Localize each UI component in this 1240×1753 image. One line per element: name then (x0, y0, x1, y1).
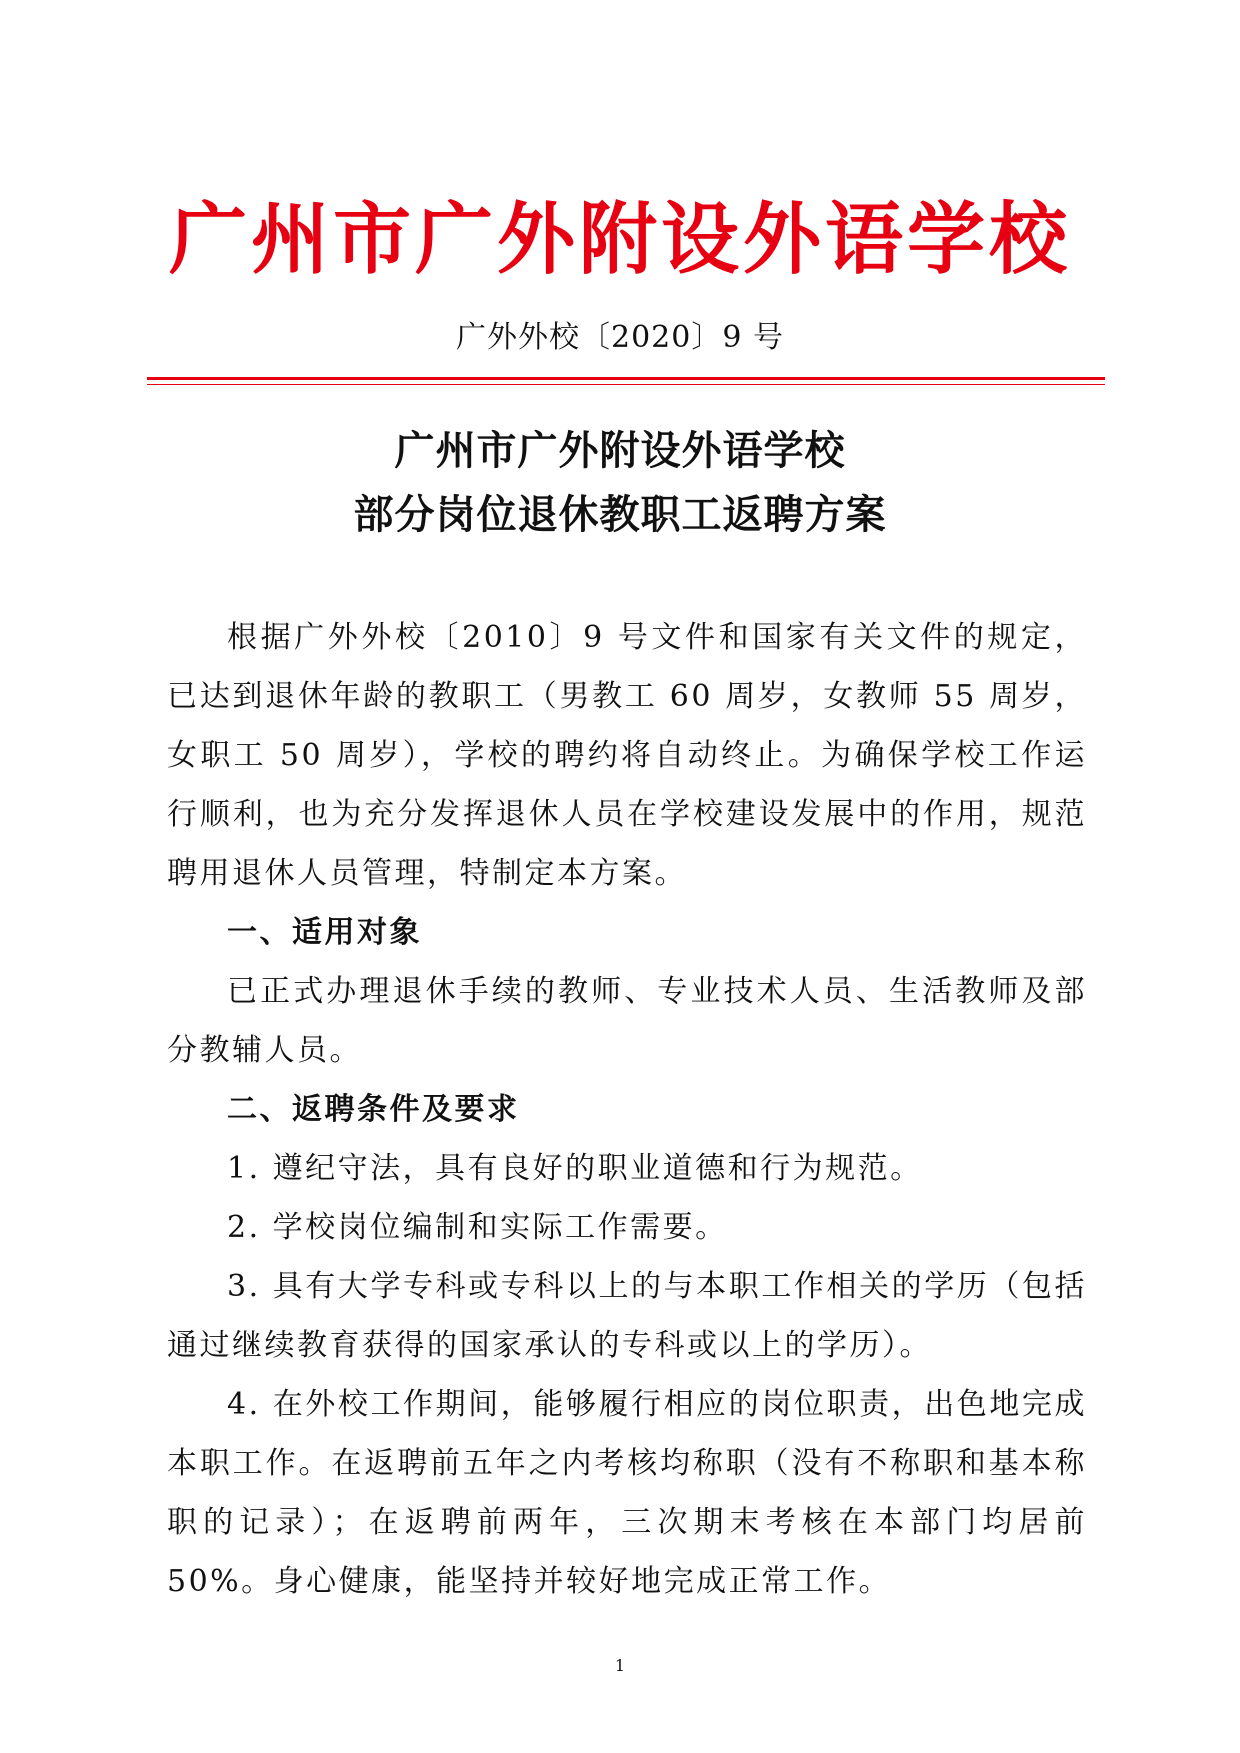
letterhead-org-name: 广州市广外附设外语学校 (168, 194, 1071, 285)
list-item: 1. 遵纪守法，具有良好的职业道德和行为规范。 (227, 1151, 923, 1186)
list-item: 4. 在外校工作期间，能够履行相应的岗位职责，出色地完成本职工作。在返聘前五年之内考核均称职（没有不称职和基本称职的记录）；在返聘前两年，三次期末考核在本部门均居前 50%。身心健康，能坚持并较好地完成正常工作。 (167, 1387, 1087, 1599)
red-divider-thick (147, 377, 1105, 380)
list-item: 2. 学校岗位编制和实际工作需要。 (227, 1210, 728, 1245)
page-number: 1 (614, 1656, 626, 1675)
section-1-paragraph: 已正式办理退休手续的教师、专业技术人员、生活教师及部分教辅人员。 (167, 974, 1087, 1068)
list-item: 3. 具有大学专科或专科以上的与本职工作相关的学历（包括通过继续教育获得的国家承认的专科或以上的学历）。 (167, 1269, 1087, 1363)
document-title-line-1: 广州市广外附设外语学校 (394, 427, 846, 474)
red-divider-thin (147, 384, 1105, 385)
document-number: 广外外校〔2020〕9 号 (456, 320, 784, 355)
section-2-heading: 二、返聘条件及要求 (227, 1092, 520, 1127)
section-1-heading: 一、适用对象 (227, 915, 422, 950)
intro-paragraph: 根据广外外校〔2010〕9 号文件和国家有关文件的规定，已达到退休年龄的教职工（男教工 60 周岁，女教师 55 周岁，女职工 50 周岁），学校的聘约将自动终止。为确保学校工作运行顺利，也为充分发挥退休人员在学校建设发展中的作用，规范聘用退休人员管理，特制定本方案。 (167, 620, 1087, 891)
document-title-line-2: 部分岗位退休教职工返聘方案 (353, 491, 887, 538)
document-body (167, 608, 1087, 1611)
